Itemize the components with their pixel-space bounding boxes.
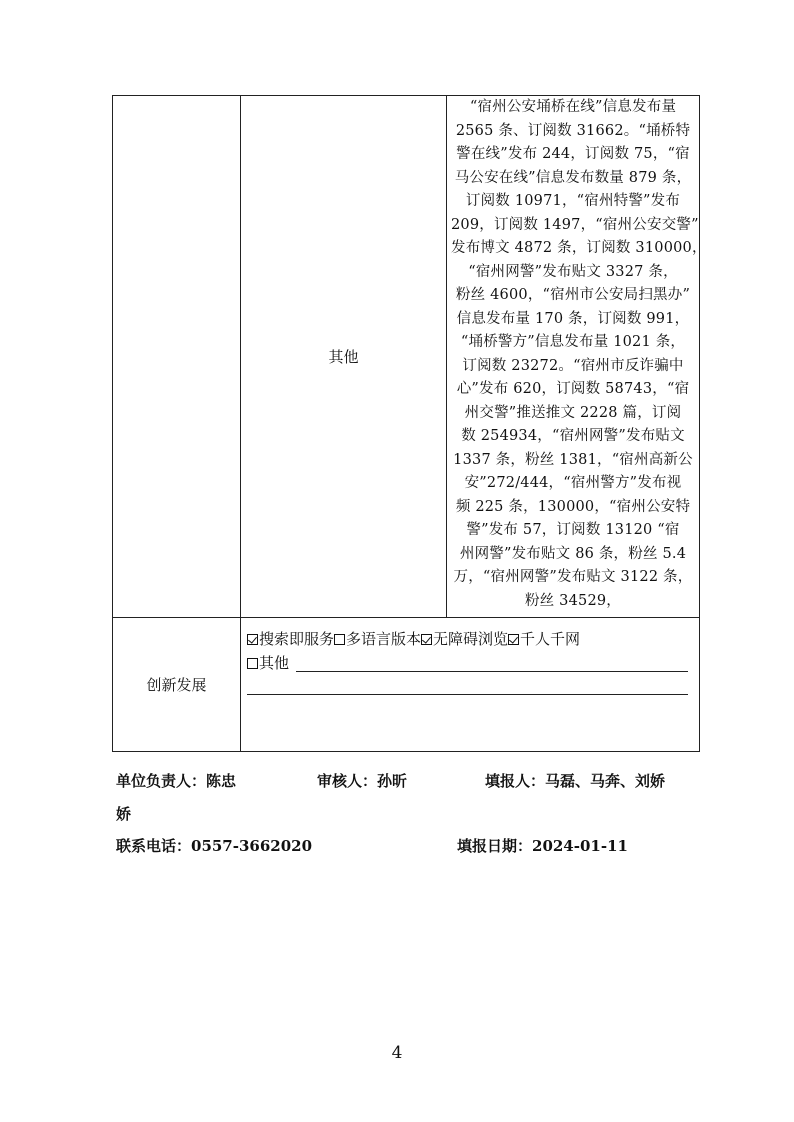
other-content-line: 频 225 条，130000，“宿州公安特 bbox=[455, 498, 691, 515]
other-content-line: 万，“宿州网警”发布贴文 3122 条， bbox=[453, 569, 693, 585]
other-content-line: 订阅数 23272。“宿州市反诈骗中 bbox=[462, 357, 684, 374]
contact-phone: 联系电话：0557-3662020 bbox=[116, 837, 313, 855]
innovation-other-option bbox=[247, 652, 289, 673]
checkbox-search-service[interactable] bbox=[247, 634, 258, 645]
filler-continued: 娇 bbox=[116, 805, 132, 823]
innovation-options-cell bbox=[241, 618, 700, 752]
other-content-line: 警在线”发布 244，订阅数 75，“宿 bbox=[456, 146, 690, 162]
other-content bbox=[447, 96, 707, 617]
other-content-line: 心”发布 620，订阅数 58743，“宿 bbox=[456, 381, 690, 397]
row-innovation bbox=[113, 618, 700, 752]
other-content-line: “宿州公安埇桥在线”信息发布量 bbox=[469, 99, 677, 115]
option-accessibility bbox=[421, 630, 508, 648]
other-content-line: 马公安在线”信息发布数量 879 条， bbox=[454, 169, 692, 186]
other-content-line: 警”发布 57，订阅数 13120 “宿 bbox=[466, 522, 680, 538]
other-content-line: 209，订阅数 1497，“宿州公安交警” bbox=[451, 216, 699, 233]
unit-head: 单位负责人：陈忠 bbox=[116, 772, 237, 790]
other-content-line: 1337 条，粉丝 1381，“宿州高新公 bbox=[453, 451, 693, 468]
option-multilingual bbox=[334, 630, 421, 648]
row-other bbox=[113, 96, 700, 618]
other-content-line: 粉丝 4600，“宿州市公安局扫黑办” bbox=[455, 287, 691, 303]
other-content-line: 粉丝 34529， bbox=[524, 592, 622, 609]
other-content-line: “宿州网警”发布贴文 3327 条， bbox=[468, 263, 678, 280]
other-content-line: 州交警”推送推文 2228 篇，订阅 bbox=[464, 404, 682, 421]
other-content-line: “埇桥警方”信息发布量 1021 条， bbox=[460, 334, 686, 350]
checkbox-other[interactable] bbox=[247, 658, 258, 669]
other-content-line: 2565 条、订阅数 31662。“埇桥特 bbox=[455, 122, 691, 139]
option-label-multilingual: 多语言版本 bbox=[346, 630, 422, 648]
filler: 填报人：马磊、马奔、刘娇 bbox=[485, 772, 666, 790]
innovation-label: 创新发展 bbox=[113, 618, 241, 752]
option-label-accessibility: 无障碍浏览 bbox=[433, 630, 509, 648]
innovation-other-label: 其他 bbox=[259, 654, 290, 672]
other-content-line: 州网警”发布贴文 86 条，粉丝 5.4 bbox=[459, 545, 687, 562]
other-fill-line bbox=[296, 671, 688, 672]
reviewer: 审核人：孙昕 bbox=[317, 772, 408, 790]
other-content-line: 发布博文 4872 条，订阅数 310000， bbox=[451, 240, 707, 256]
report-table bbox=[112, 95, 707, 752]
option-search-service bbox=[247, 630, 334, 648]
page-number: 4 bbox=[391, 1043, 403, 1063]
option-label-personalized: 千人千网 bbox=[520, 630, 581, 648]
fill-date: 填报日期：2024-01-11 bbox=[457, 837, 628, 855]
option-label-search-service: 搜索即服务 bbox=[259, 630, 335, 648]
other-content-line: 数 254934，“宿州网警”发布贴文 bbox=[461, 428, 685, 444]
checkbox-personalized[interactable] bbox=[508, 634, 519, 645]
other-content-line: 安”272/444，“宿州警方”发布视 bbox=[464, 475, 682, 491]
checkbox-multilingual[interactable] bbox=[334, 634, 345, 645]
other-label: 其他 bbox=[241, 96, 447, 618]
checkbox-accessibility[interactable] bbox=[421, 634, 432, 645]
other-fill-line-2 bbox=[247, 694, 688, 695]
option-personalized bbox=[508, 630, 580, 648]
other-content-line: 订阅数 10971，“宿州特警”发布 bbox=[465, 193, 681, 209]
other-content-line: 信息发布量 170 条，订阅数 991， bbox=[456, 310, 690, 327]
innovation-options bbox=[247, 628, 580, 649]
other-content-cell bbox=[447, 96, 707, 618]
empty-category-cell bbox=[113, 96, 241, 618]
